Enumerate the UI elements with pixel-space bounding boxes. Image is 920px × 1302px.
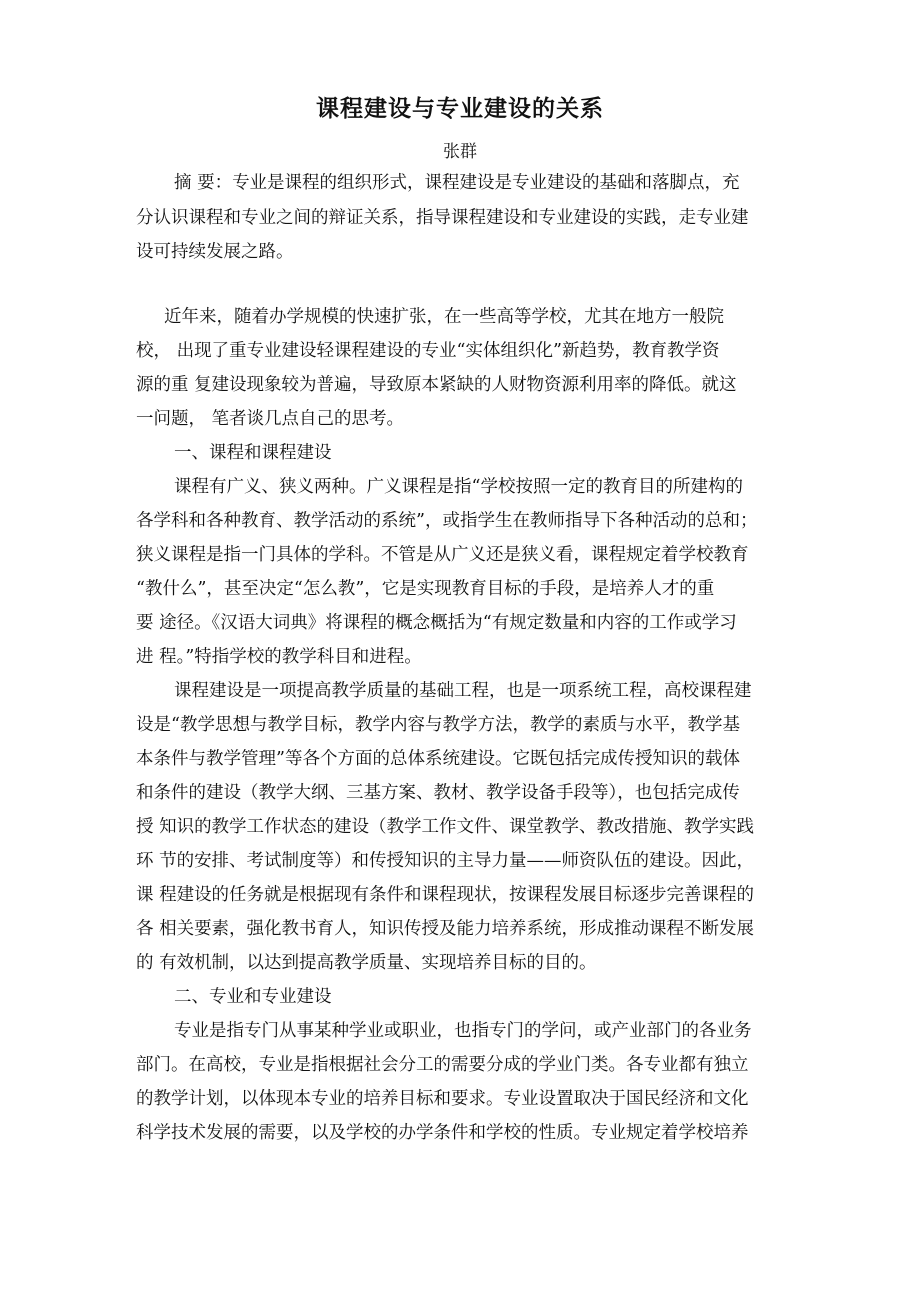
text-line: 的 有效机制，以达到提高教学质量、实现培养目标的目的。 — [136, 953, 597, 973]
text-line: 近年来，随着办学规模的快速扩张，在一些高等学校，尤其在地方一般院 — [164, 307, 724, 327]
text-line: 授 知识的教学工作状态的建设（教学工作文件、课堂教学、教改措施、教学实践 — [136, 817, 755, 837]
text-line: 科学技术发展的需要，以及学校的办学条件和学校的性质。专业规定着学校培养 — [136, 1123, 749, 1143]
text-line: 源的重 复建设现象较为普遍，导致原本紧缺的人财物资源利用率的降低。就这 — [136, 375, 737, 395]
section-heading: 二、专业和专业建设 — [174, 987, 332, 1007]
text-line: 要 途径。《汉语大词典》将课程的概念概括为“有规定数量和内容的工作或学习 — [136, 613, 737, 633]
text-line: 设可持续发展之路。 — [136, 242, 294, 262]
text-line: 课程建设是一项提高教学质量的基础工程，也是一项系统工程，高校课程建 — [174, 681, 752, 701]
document-title: 课程建设与专业建设的关系 — [316, 95, 604, 122]
text-line: 本条件与教学管理”等各个方面的总体系统建设。它既包括完成传授知识的载体 — [136, 749, 740, 769]
text-line: “教什么”，甚至决定“怎么教”，它是实现教育目标的手段，是培养人才的重 — [136, 579, 715, 599]
text-line: 狭义课程是指一门具体的学科。不管是从广义还是狭义看，课程规定着学校教育 — [136, 545, 749, 565]
text-line: 课 程建设的任务就是根据现有条件和课程现状，按课程发展目标逐步完善课程的 — [136, 885, 755, 905]
text-line: 设是“教学思想与教学目标，教学内容与教学方法，教学的素质与水平，教学基 — [136, 715, 740, 735]
text-line: 的教学计划，以体现本专业的培养目标和要求。专业设置取决于国民经济和文化 — [136, 1089, 749, 1109]
text-line: 各学科和各种教育、教学活动的系统”，或指学生在教师指导下各种活动的总和； — [136, 511, 758, 531]
document-author: 张群 — [443, 142, 477, 162]
text-line: 摘 要：专业是课程的组织形式，课程建设是专业建设的基础和落脚点，充 — [174, 173, 740, 193]
text-line: 分认识课程和专业之间的辩证关系，指导课程建设和专业建设的实践，走专业建 — [136, 208, 749, 228]
text-line: 部门。在高校，专业是指根据社会分工的需要分成的学业门类。各专业都有独立 — [136, 1055, 749, 1075]
text-line: 专业是指专门从事某种学业或职业，也指专门的学问，或产业部门的各业务 — [174, 1021, 752, 1041]
text-line: 校， 出现了重专业建设轻课程建设的专业“实体组织化”新趋势，教育教学资 — [136, 341, 720, 361]
text-line: 课程有广义、狭义两种。广义课程是指“学校按照一定的教育目的所建构的 — [174, 477, 743, 497]
text-line: 各 相关要素，强化教书育人，知识传授及能力培养系统，形成推动课程不断发展 — [136, 919, 755, 939]
section-heading: 一、课程和课程建设 — [174, 443, 332, 463]
text-line: 和条件的建设（教学大纲、三基方案、教材、教学设备手段等），也包括完成传 — [136, 783, 740, 803]
text-line: 环 节的安排、考试制度等）和传授知识的主导力量——师资队伍的建设。因此， — [136, 851, 755, 871]
text-line: 进 程。”特指学校的教学科目和进程。 — [136, 647, 422, 667]
text-line: 一问题， 笔者谈几点自己的思考。 — [136, 409, 405, 429]
